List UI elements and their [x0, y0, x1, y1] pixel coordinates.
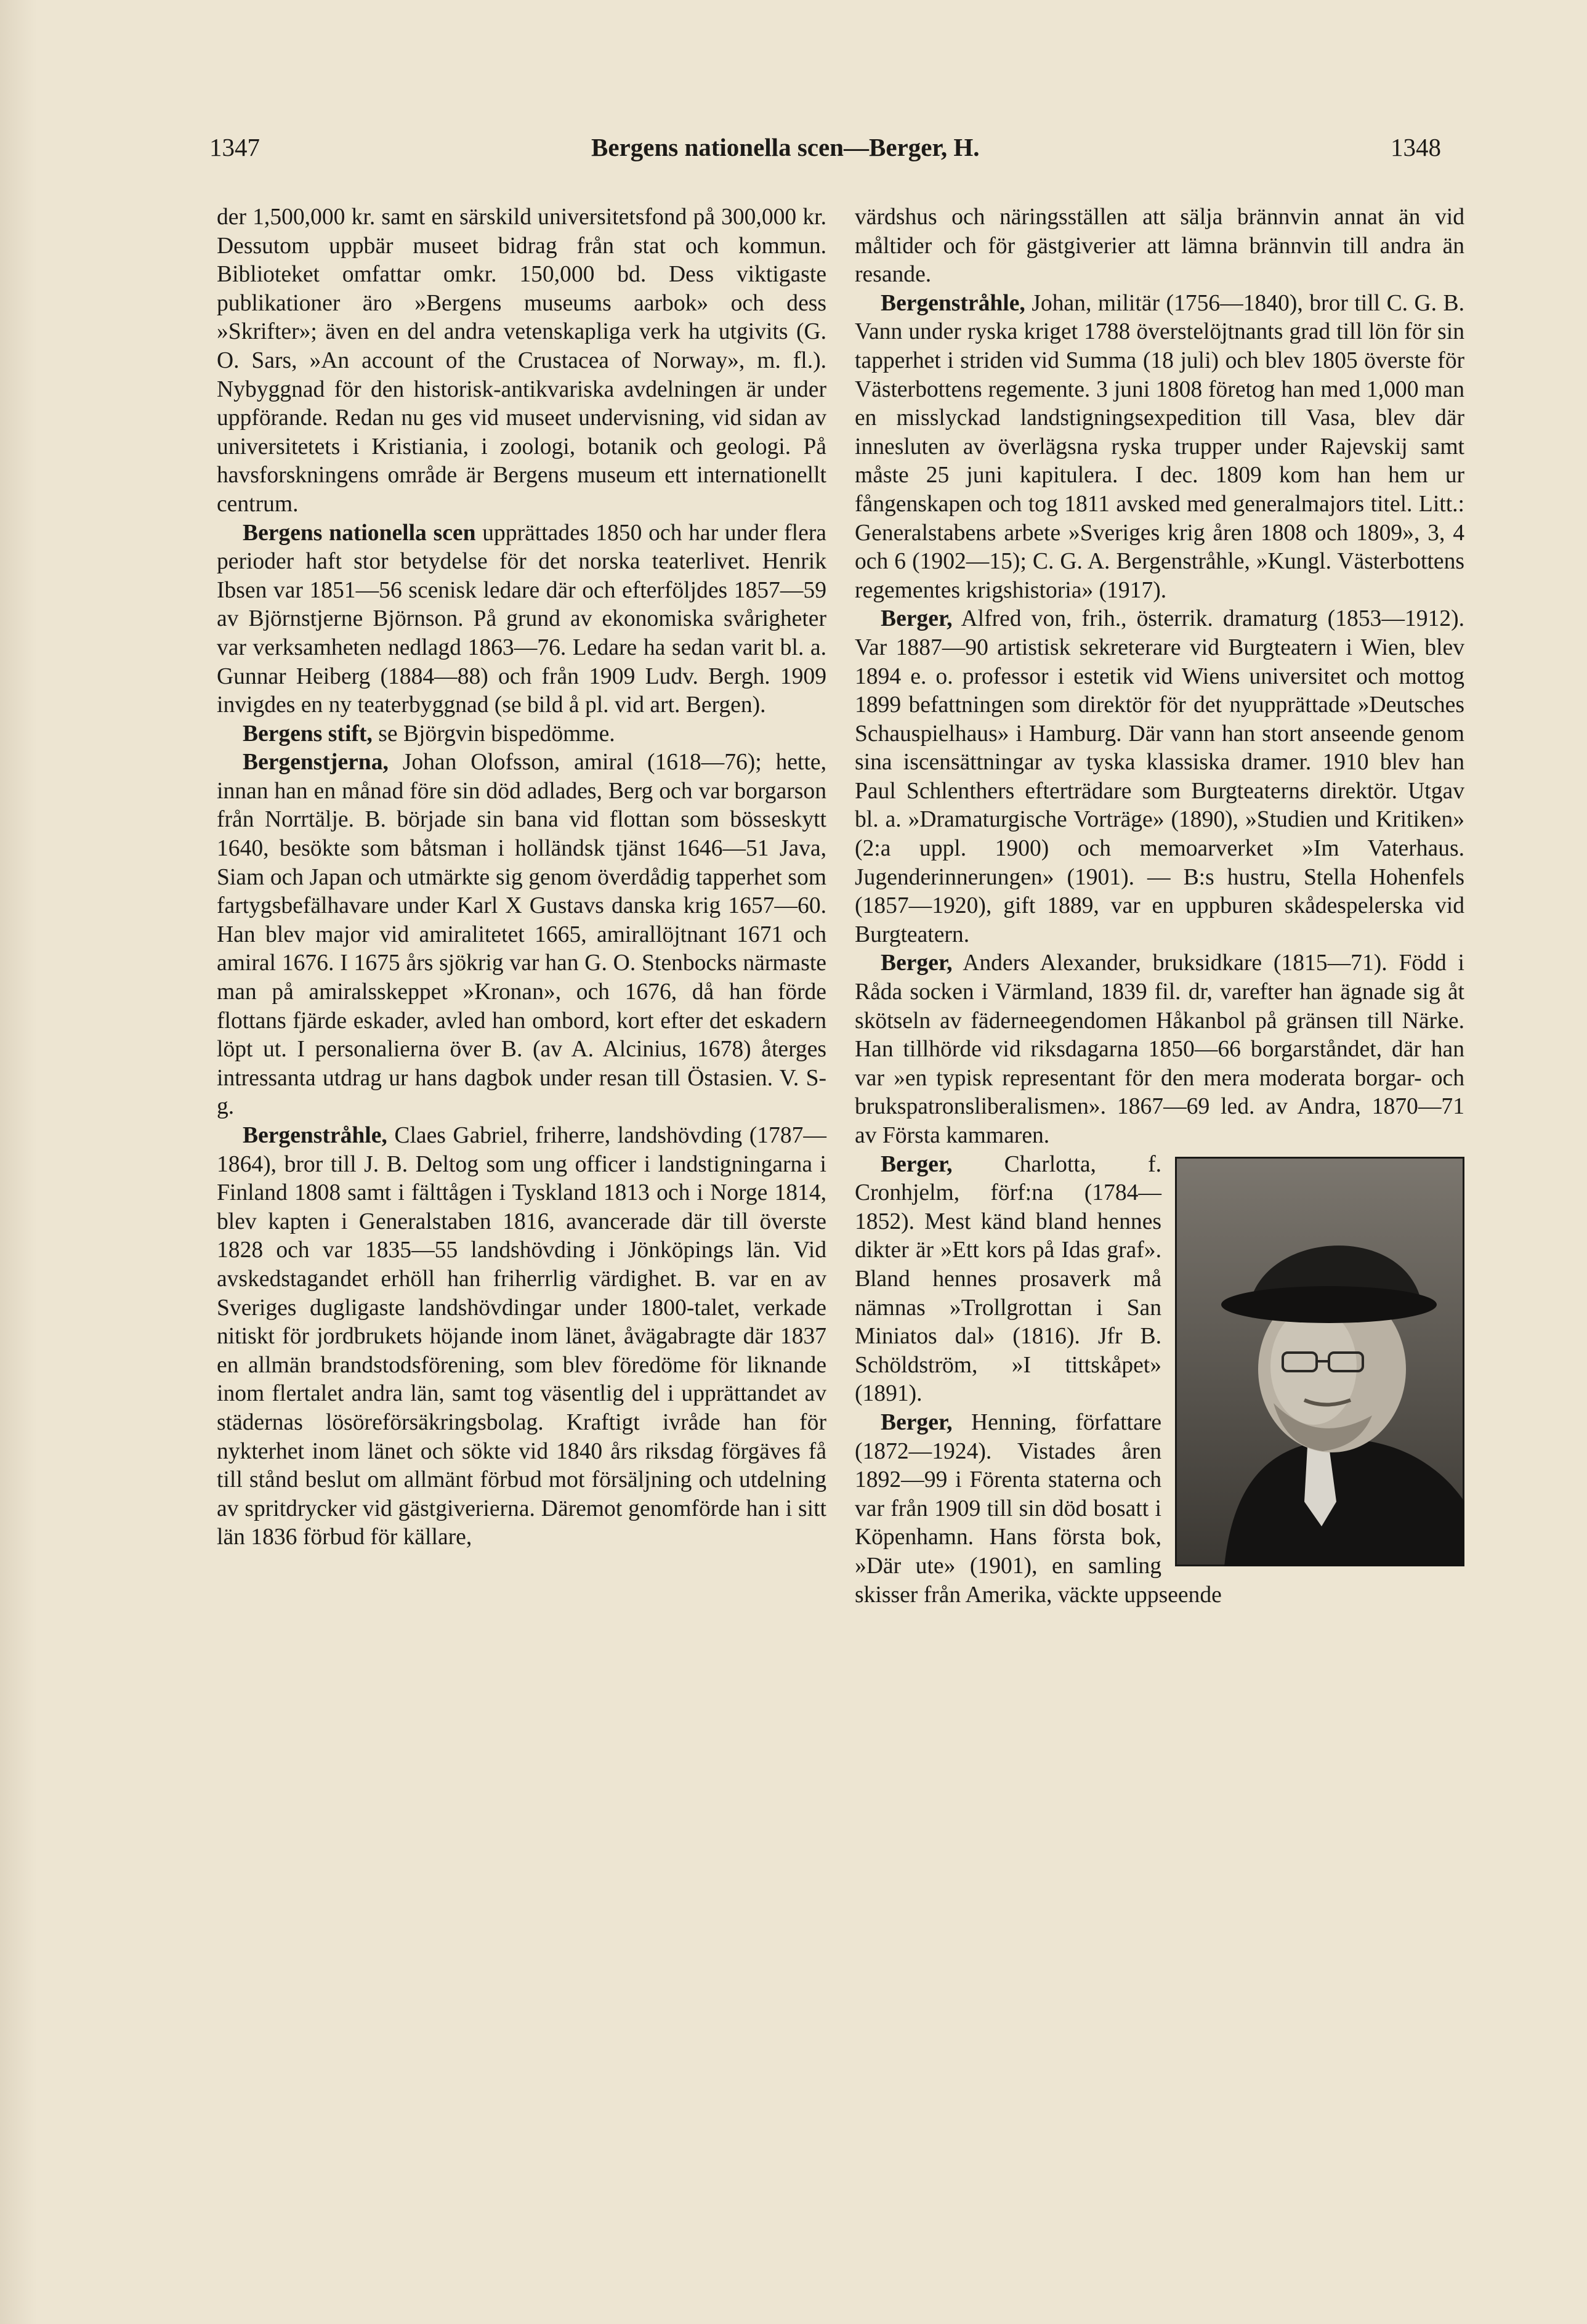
- article-headword: Bergenstjerna,: [243, 750, 389, 775]
- right-column: [855, 203, 1464, 1609]
- article-body: Claes Gabriel, friherre, landshövding (1787—1864), bror till J. B. Deltog som ung officer i landstigningarna i Finland 1808 samt i fälttågen i Tyskland 1813 och i Norge 1814, blev kapten i Generalstaben 1816, avancerade där till överste 1828 och var 1835—55 landshövding i Jönköpings län. Vid avskedstagandet erhöll han friherrlig värdighet. B. var en av Sveriges dugligaste landshövdingar under 1800-talet, verkade nitiskt för jordbrukets höjande inom länet, åvägabragte där 1837 en allmän brandstodsförening, som blev föredöme för liknande inom flertalet andra län, samt tog väsentlig del i upprättandet av städernas lösöreförsäkringsbolag. Kraftigt ivråde han för nykterhet inom länet och sökte vid 1840 års riksdag förgäves få till stånd beslut om allmänt förbud mot försäljning och utdelning av spritdrycker vid gästgiverierna. Däremot genomförde han i sitt län 1836 förbud för källare,: [217, 1123, 826, 1550]
- page-number-right: 1348: [1391, 133, 1441, 161]
- article-headword: Bergens nationella scen: [243, 520, 476, 546]
- running-header: [209, 132, 1441, 182]
- article-paragraph: värdshus och näringsställen att sälja brännvin annat än vid måltider och för gästgiverier att lämna brännvin till andra än resande.: [855, 204, 1464, 288]
- page-edge-shadow: [0, 0, 37, 2324]
- article-paragraph: der 1,500,000 kr. samt en särskild universitetsfond på 300,000 kr. Dessutom uppbär museet bidrag från stat och kommun. Biblioteket omfattar omkr. 150,000 bd. Dess viktigaste publikationer äro »Bergens museums aarbok» och dess »Skrifter»; även en del andra vetenskapliga verk ha utgivits (G. O. Sars, »An account of the Crustacea of Norway», m. fl.). Nybyggnad för den historisk-antikvariska avdelningen är under uppförande. Redan nu ges vid museet undervisning, vid sidan av universitetets i Kristiania, i zoologi, botanik och geologi. På havsforskningens område är Bergens museum ett internationellt centrum.: [217, 204, 826, 517]
- portrait-image: [1175, 1157, 1464, 1566]
- article-bergenstrahle-johan: [855, 289, 1464, 605]
- article-body: Henning, författare (1872—1924). Vistades åren 1892—99 i Förenta staterna och var från 1909 till sin död bosatt i Köpenhamn. Hans första bok, »Där ute» (1901), en samling skisser från Amerika, väckte uppseende: [855, 1409, 1222, 1608]
- left-column: [217, 203, 826, 1552]
- article-headword: Berger,: [881, 1409, 953, 1435]
- article-body: upprättades 1850 och har under flera perioder haft stor betydelse för det norska teaterlivet. Henrik Ibsen var 1851—56 scenisk ledare där och efterföljdes 1857—59 av Björnstjerne Björnson. På grund av ekonomiska svårigheter var verksamheten nedlagd 1863—76. Ledare ha sedan varit bl. a. Gunnar Heiberg (1884—88) och från 1909 Ludv. Bergh. 1909 invigdes en ny teaterbyggnad (se bild å pl. vid art. Bergen).: [217, 520, 826, 718]
- article-headword: Berger,: [881, 1151, 953, 1177]
- article-headword: Berger,: [881, 950, 953, 976]
- article-body: Charlotta, f. Cronhjelm, förf:na (1784—1852). Mest känd bland hennes dikter är »Ett kors på Idas graf». Bland hennes prosaverk må nämnas »Trollgrottan i San Miniatos dal» (1816). Jfr B. Schöldström, »I tittskåpet» (1891).: [855, 1151, 1161, 1407]
- article-body: Johan Olofsson, amiral (1618—76); hette, innan han en månad före sin död adlades, Berg och var borgarson från Norrtälje. B. började sin bana vid flottan som bösseskytt 1640, besökte som båtsman i holländsk tjänst 1646—51 Java, Siam och Japan och utmärkte sig genom överdådig tapperhet som fartygsbefälhavare under Karl X Gustavs danska krig 1657—60. Han blev major vid amiralitetet 1665, amirallöjtnant 1671 och amiral 1676. I 1675 års sjökrig var han G. O. Stenbocks närmaste man på amiralsskeppet »Kronan», och 1676, då han förde flottans fjärde eskader, avled han ombord, kort efter det eskadern löpt ut. I personalierna över B. (av A. Alcinius, 1678) återges intressanta utdrag ur hans dagbok under resan till Östasien. V. S-g.: [217, 750, 826, 1120]
- article-berger-anders: [855, 949, 1464, 1150]
- portrait-photo: [1175, 1157, 1464, 1566]
- article-bergenstjerna: [217, 748, 826, 1122]
- article-headword: Bergenstråhle,: [881, 290, 1025, 316]
- page-number-left: 1347: [209, 133, 260, 161]
- article-bergens-nationella-scen: [217, 519, 826, 720]
- article-body: Anders Alexander, bruksidkare (1815—71). Född i Råda socken i Värmland, 1839 fil. dr, varefter han ägnade sig åt skötseln av fäderneegendomen Håkanbol på gränsen till Närke. Han tillhörde vid riksdagarna 1850—66 borgarståndet, där han var »en typisk representant för den mera moderata borgar- och brukspatronsliberalismen». 1867—69 led. av Andra, 1870—71 av Första kammaren.: [855, 950, 1464, 1148]
- article-berger-alfred: [855, 605, 1464, 949]
- running-title: Bergens nationella scen—Berger, H.: [591, 133, 980, 161]
- article-bergens-stift: [217, 720, 826, 749]
- article-body: se Björgvin bispedömme.: [372, 721, 615, 747]
- article-body: Alfred von, frih., österrik. dramaturg (1853—1912). Var 1887—90 artistisk sekreterare vid Burgteatern i Wien, blev 1894 e. o. professor i estetik vid Wiens universitet och mottog 1899 befattningen som direktör för det nyupprättade »Deutsches Schauspielhaus» i Hamburg. Där vann han stort anseende genom sina iscensättningar av tyska klassiska dramer. 1910 blev han Paul Schlenthers efterträdare som Burgteaterns direktör. Utgav bl. a. »Dramaturgische Vorträge» (1890), »Studien und Kritiken» (2:a uppl. 1900) och memoarverket »Im Vaterhaus. Jugenderinnerungen» (1901). — B:s hustru, Stella Hohenfels (1857—1920), gift 1889, var en uppburen skådespelerska vid Burgteatern.: [855, 606, 1464, 947]
- article-body: Johan, militär (1756—1840), bror till C. G. B. Vann under ryska kriget 1788 överstelöjtnants grad till lön för sin tapperhet i striden vid Summa (18 juli) och blev 1805 överste för Västerbottens regemente. 3 juni 1808 företog han med 1,000 man en misslyckad landstigningsexpedition till Vasa, blev där innesluten av överlägsna ryska trupper under Rajevskij samt måste 25 juni kapitulera. I dec. 1809 kom han hem ur fångenskapen och tog 1811 avsked med generalmajors titel. Litt.: Generalstabens arbete »Sveriges krig åren 1808 och 1809», 3, 4 och 6 (1902—15); C. G. A. Bergenstråhle, »Kungl. Västerbottens regementes krigshistoria» (1917).: [855, 290, 1464, 603]
- article-headword: Bergenstråhle,: [243, 1123, 387, 1148]
- article-headword: Berger,: [881, 606, 953, 632]
- article-headword: Bergens stift,: [243, 721, 373, 747]
- article-bergenstrahle-claes: [217, 1122, 826, 1552]
